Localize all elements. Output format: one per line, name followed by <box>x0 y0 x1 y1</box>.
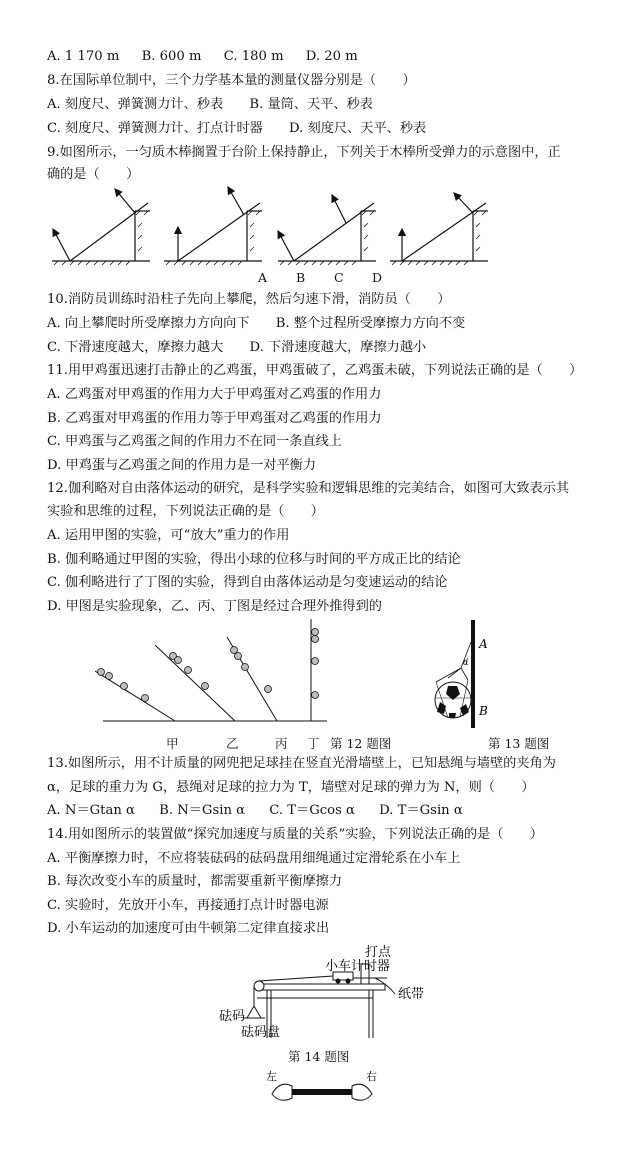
q9-label-b: B <box>296 270 306 285</box>
q15-left-hand <box>272 1084 292 1100</box>
q13-option-a: A. N＝Gtan α <box>47 803 135 818</box>
q14-figure <box>215 938 430 1043</box>
q15-rubber-band <box>292 1089 352 1095</box>
q14-label-timer-1: 打点 <box>365 945 392 960</box>
q8-option-a: A. 刻度尺、弹簧测力计、秒表 <box>47 97 224 112</box>
q7-option-a: A. 1 170 m <box>47 49 120 64</box>
q10-options-row2 <box>47 339 426 357</box>
q8-stem: 8.在国际单位制中，三个力学基本量的测量仪器分别是（ ） <box>47 73 416 88</box>
q10-option-d: D. 下滑速度越大，摩擦力越小 <box>249 340 427 355</box>
q9-diagram-c <box>278 195 376 265</box>
q14-pulley <box>254 981 264 991</box>
q8-option-c: C. 刻度尺、弹簧测力计、打点计时器 <box>47 121 263 136</box>
q9-stem-line2: 确的是（ ） <box>47 167 140 182</box>
q7-option-b: B. 600 m <box>141 49 202 64</box>
q14-weight-pan <box>247 1006 261 1018</box>
q13-option-c: C. T＝Gcos α <box>269 803 355 818</box>
q7-option-d: D. 20 m <box>305 49 358 64</box>
q8-option-b: B. 量筒、天平、秒表 <box>249 97 373 112</box>
q12-label-ding: 丁 <box>307 736 320 751</box>
q14-label-tape: 纸带 <box>398 987 425 1002</box>
q9-diagram-b <box>164 187 262 265</box>
q12-stem-line1: 12.伽利略对自由落体运动的研究，是科学实验和逻辑思维的完美结合，如图可大致表示其 <box>47 481 570 496</box>
q12-option-b: B. 伽利略通过甲图的实验，得出小球的位移与时间的平方成正比的结论 <box>47 552 461 567</box>
q13-options <box>47 802 463 820</box>
q14-stem: 14.用如图所示的装置做“探究加速度与质量的关系”实验，下列说法正确的是（ ） <box>47 827 544 842</box>
q12-stem-line2: 实验和思维的过程，下列说法正确的是（ ） <box>47 504 324 519</box>
q14-table-top <box>257 984 385 990</box>
q12-label-jia: 甲 <box>166 736 179 751</box>
q13-point-a: A <box>479 637 488 651</box>
q14-option-a: A. 平衡摩擦力时，不应将装砝码的砝码盘用细绳通过定滑轮系在小车上 <box>47 851 461 866</box>
q12-caption: 第 12 题图 <box>330 736 392 751</box>
q9-label-a: A <box>258 270 268 285</box>
q15-figure <box>262 1070 382 1112</box>
q8-options-row1 <box>47 96 373 114</box>
q11-stem: 11.用甲鸡蛋迅速打击静止的乙鸡蛋，甲鸡蛋破了，乙鸡蛋未破，下列说法正确的是（ ） <box>47 363 583 378</box>
q12-incline-yi <box>155 645 235 721</box>
q11-option-d: D. 甲鸡蛋与乙鸡蛋之间的作用力是一对平衡力 <box>47 458 317 473</box>
q11-option-a: A. 乙鸡蛋对甲鸡蛋的作用力大于甲鸡蛋对乙鸡蛋的作用力 <box>47 387 382 402</box>
q7-option-c: C. 180 m <box>223 49 284 64</box>
q12-balls <box>98 629 319 702</box>
q14-label-weight: 砝码 <box>219 1009 246 1024</box>
q11-option-b: B. 乙鸡蛋对甲鸡蛋的作用力等于甲鸡蛋对乙鸡蛋的作用力 <box>47 411 382 426</box>
q14-label-pan: 砝码盘 <box>241 1025 281 1040</box>
q10-stem: 10.消防员训练时沿柱子先向上攀爬，然后匀速下滑，消防员（ ） <box>47 292 451 307</box>
q7-options <box>47 48 358 66</box>
q15-label-left: 左 <box>266 1070 277 1083</box>
q10-options-row1 <box>47 315 465 333</box>
q13-stem-line1: 13.如图所示，用不计质量的网兜把足球挂在竖直光滑墙壁上，已知悬绳与墙壁的夹角为 <box>47 756 556 771</box>
q13-caption: 第 13 题图 <box>488 736 550 751</box>
q13-angle-alpha: α <box>463 658 469 667</box>
q13-option-b: B. N＝Gsin α <box>159 803 246 818</box>
q8-option-d: D. 刻度尺、天平、秒表 <box>289 121 427 136</box>
q12-option-d: D. 甲图是实验现象，乙、丙、丁图是经过合理外推得到的 <box>47 599 382 614</box>
q9-diagram-d <box>390 193 488 265</box>
q13-wall <box>471 620 475 728</box>
q14-option-b: B. 每次改变小车的质量时，都需要重新平衡摩擦力 <box>47 874 343 889</box>
q11-option-c: C. 甲鸡蛋与乙鸡蛋之间的作用力不在同一条直线上 <box>47 434 342 449</box>
q10-option-a: A. 向上攀爬时所受摩擦力方向向下 <box>47 316 250 331</box>
q14-caption: 第 14 题图 <box>288 1049 350 1064</box>
q9-label-d: D <box>372 270 383 285</box>
q12-figure <box>95 615 335 730</box>
q10-option-b: B. 整个过程所受摩擦力方向不变 <box>275 316 466 331</box>
q13-stem-line2: α，足球的重力为 G，悬绳对足球的拉力为 T，墙壁对足球的弹力为 N，则（ ） <box>47 780 535 795</box>
q14-option-c: C. 实验时，先放开小车，再接通打点计时器电源 <box>47 898 329 913</box>
q12-label-bing: 丙 <box>275 736 288 751</box>
q14-rope <box>259 976 333 981</box>
q13-point-b: B <box>479 704 488 718</box>
q10-option-c: C. 下滑速度越大，摩擦力越大 <box>47 340 224 355</box>
q12-option-c: C. 伽利略进行了丁图的实验，得到自由落体运动是匀变速运动的结论 <box>47 575 448 590</box>
q14-option-d: D. 小车运动的加速度可由牛顿第二定律直接求出 <box>47 921 330 936</box>
q8-options-row2 <box>47 120 426 138</box>
q12-label-yi: 乙 <box>226 736 239 751</box>
q13-figure <box>428 620 498 730</box>
q15-right-hand <box>352 1084 372 1100</box>
q9-diagram-a <box>52 189 150 265</box>
q14-label-cart: 小车 <box>325 959 352 974</box>
q13-option-d: D. T＝Gsin α <box>379 803 463 818</box>
q12-option-a: A. 运用甲图的实验，可“放大”重力的作用 <box>47 528 290 543</box>
q9-label-c: C <box>334 270 344 285</box>
q14-label-timer-2: 计时器 <box>351 959 391 974</box>
q15-label-right: 右 <box>366 1070 377 1083</box>
q13-football <box>435 680 471 718</box>
q9-figure <box>40 183 500 267</box>
q9-stem-line1: 9.如图所示，一匀质木棒搁置于台阶上保持静止，下列关于木棒所受弹力的示意图中，正 <box>47 145 561 160</box>
